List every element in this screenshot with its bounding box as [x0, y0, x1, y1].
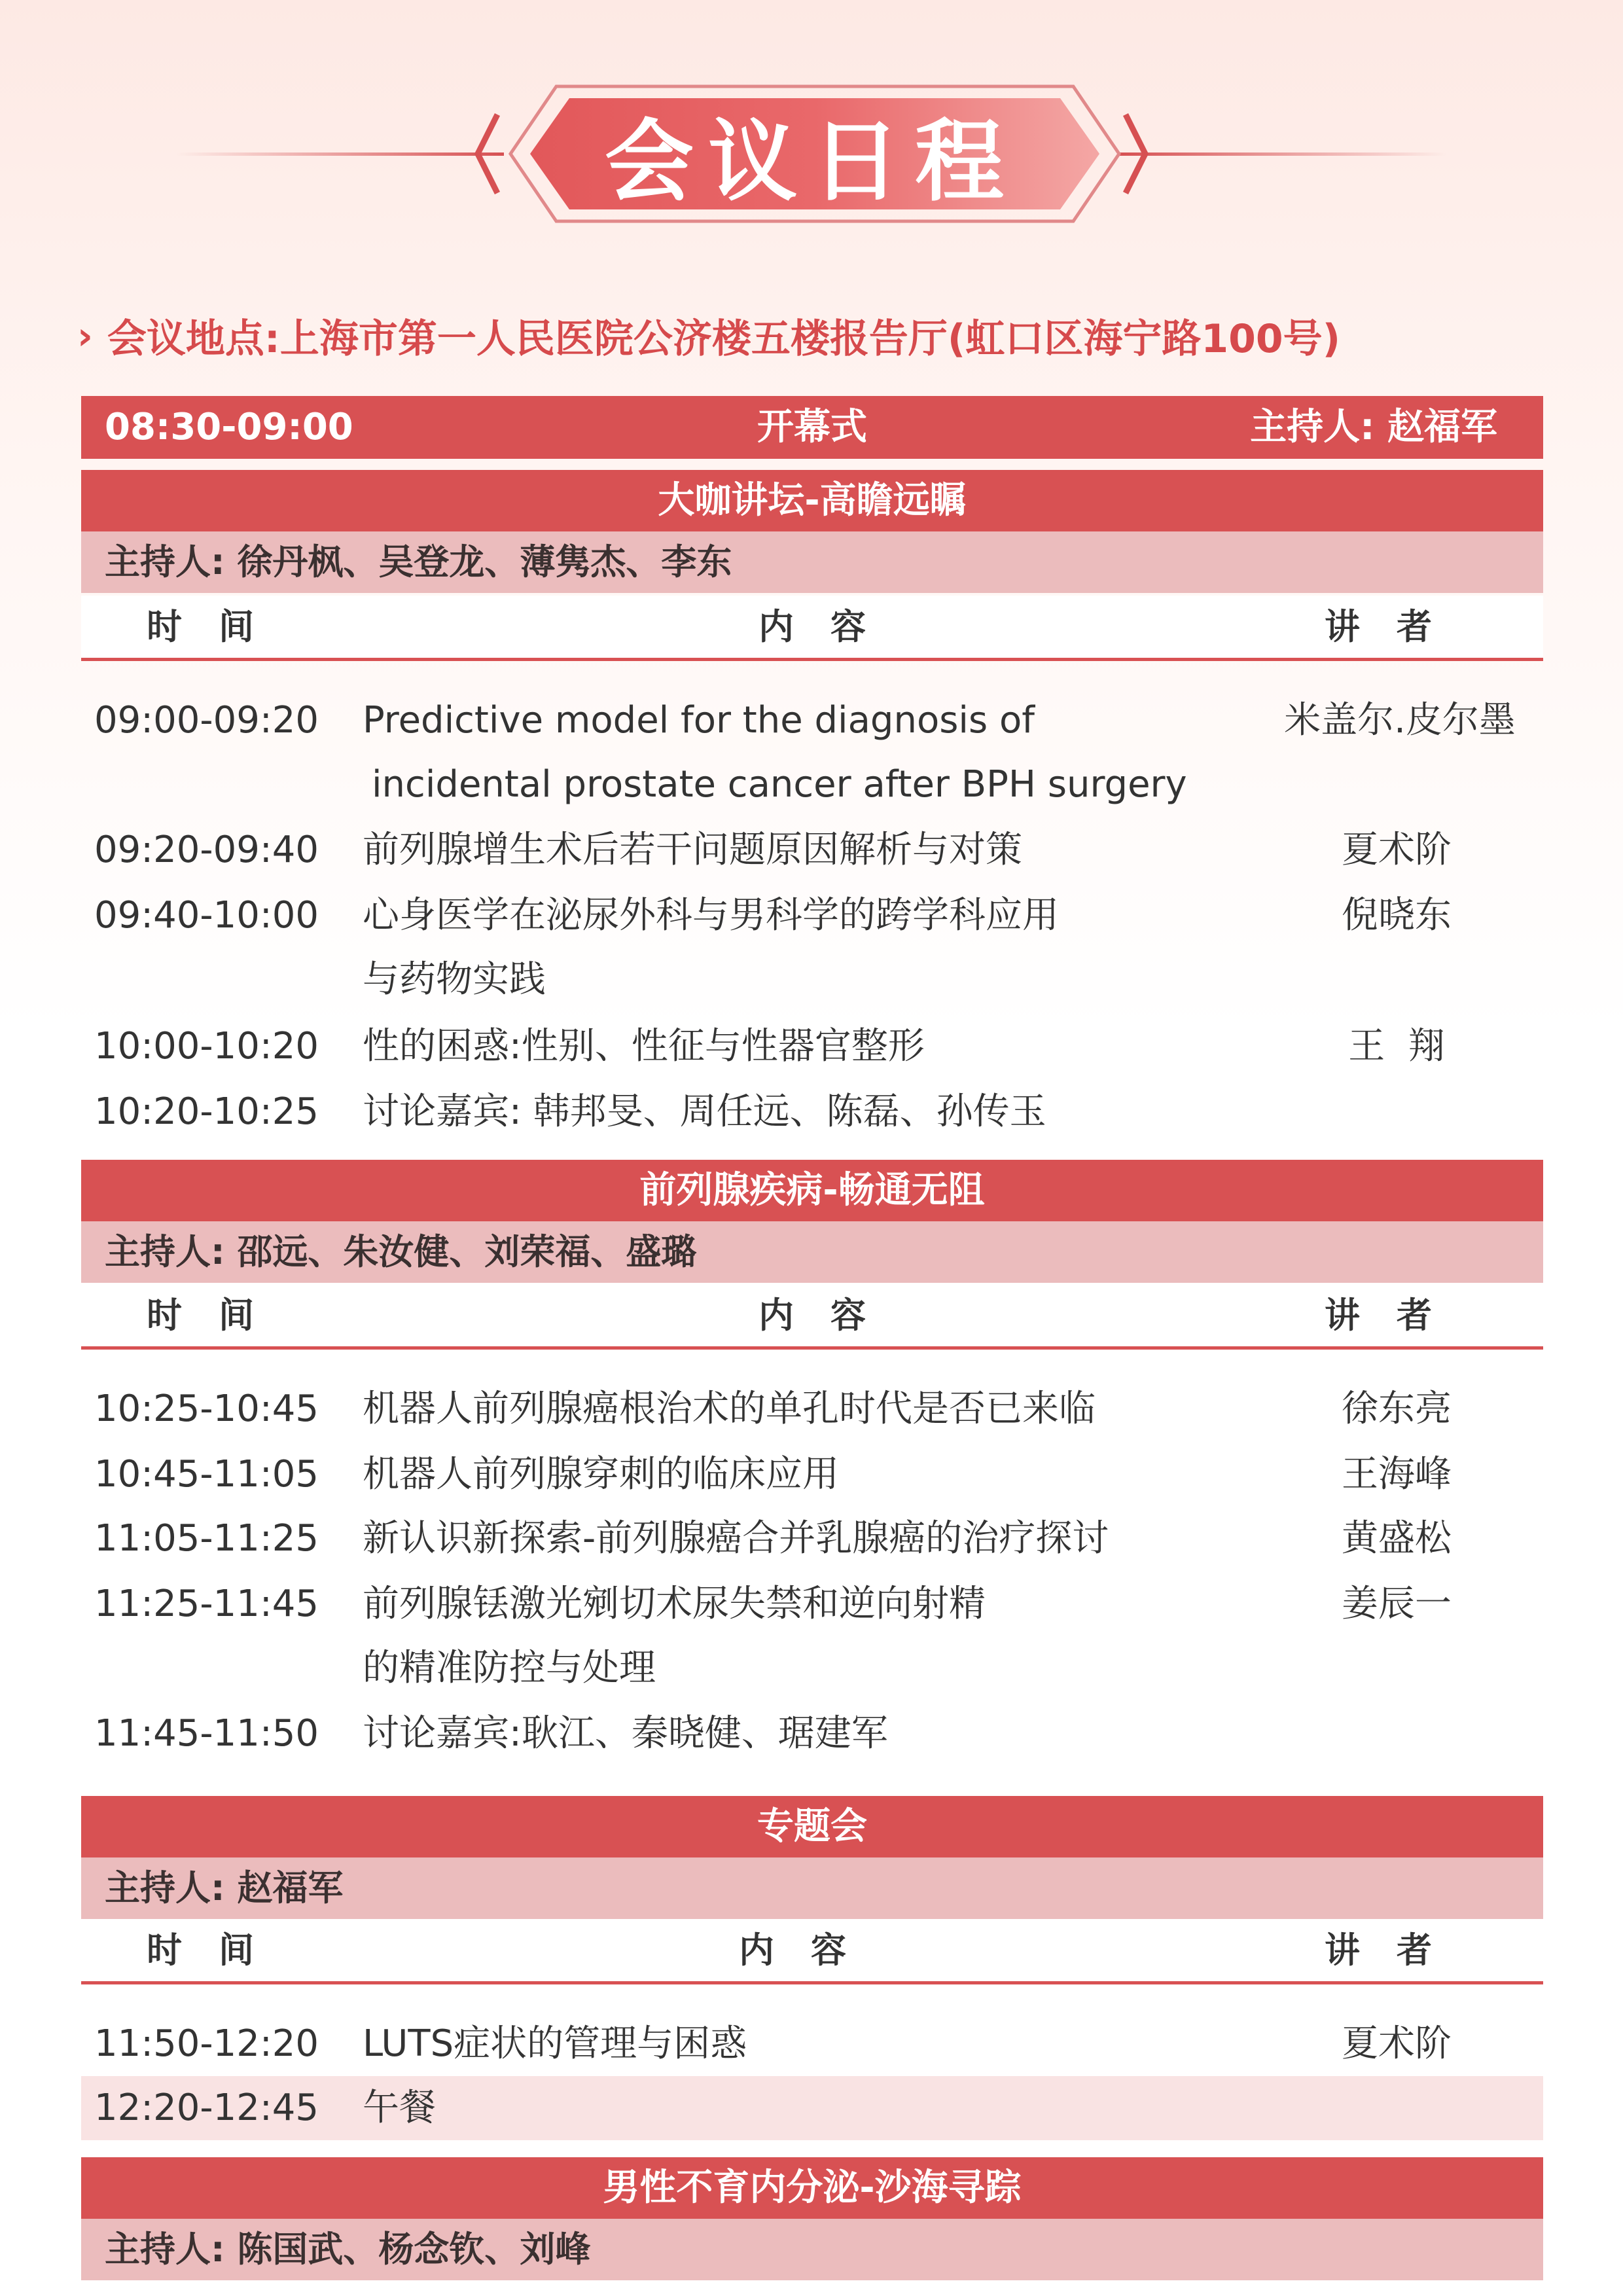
item-speaker: 米盖尔.皮尔墨	[1284, 699, 1516, 742]
section-hosts: 主持人: 徐丹枫、吴登龙、薄隽杰、李东	[81, 531, 1543, 593]
schedule-row-lunch	[81, 2076, 1543, 2140]
schedule-row	[81, 689, 1543, 817]
schedule-row	[81, 818, 1543, 882]
schedule-row	[81, 1014, 1543, 1079]
column-header-time: 时间	[147, 1929, 291, 1971]
section-hosts: 主持人: 赵福军	[81, 1857, 1543, 1919]
item-speaker: 王海峰	[1342, 1453, 1452, 1496]
column-header-content: 内容	[758, 606, 902, 647]
item-time: 11:45-11:50	[94, 1712, 319, 1755]
schedule-row	[81, 1080, 1543, 1144]
column-header-row	[81, 1919, 1543, 1984]
item-time: 11:25-11:45	[94, 1583, 319, 1625]
section-hosts: 主持人: 邵远、朱汝健、刘荣福、盛璐	[81, 1221, 1543, 1283]
schedule-row	[81, 884, 1543, 1012]
schedule-row	[81, 1702, 1543, 1766]
item-topic: LUTS症状的管理与困惑	[363, 2022, 747, 2065]
column-header-content: 内容	[739, 1929, 883, 1971]
item-time: 11:50-12:20	[94, 2022, 319, 2065]
item-topic: 性的困惑:性别、性征与性器官整形	[363, 1025, 925, 1067]
item-topic: 机器人前列腺癌根治术的单孔时代是否已来临	[363, 1388, 1096, 1430]
section-header: 专题会	[81, 1796, 1543, 1857]
title-right-line	[1119, 152, 1446, 156]
venue-line	[77, 304, 1582, 367]
item-time: 10:45-11:05	[94, 1453, 319, 1496]
section-hosts: 主持人: 陈国武、杨念钦、刘峰	[81, 2219, 1543, 2280]
item-speaker: 倪晓东	[1342, 894, 1452, 937]
title-banner	[0, 79, 1623, 229]
column-header-content: 内容	[758, 1295, 902, 1336]
item-topic-line: Predictive model for the diagnosis of	[363, 699, 1035, 742]
column-header-row	[81, 596, 1543, 661]
item-topic-line: 的精准防控与处理	[363, 1647, 656, 1689]
item-topic	[363, 884, 1357, 1012]
section-header: 前列腺疾病-畅通无阻	[81, 1160, 1543, 1221]
schedule-row	[81, 1377, 1543, 1441]
column-header-speaker: 讲者	[1325, 1295, 1469, 1336]
item-topic-line: 心身医学在泌尿外科与男科学的跨学科应用	[363, 894, 1059, 937]
item-speaker: 王 翔	[1348, 1025, 1445, 1067]
item-topic	[363, 1572, 1357, 1700]
item-time: 10:00-10:20	[94, 1025, 319, 1067]
item-speaker: 黄盛松	[1342, 1517, 1452, 1560]
item-time: 10:20-10:25	[94, 1090, 319, 1133]
item-topic: 讨论嘉宾:耿江、秦晓健、琚建军	[363, 1712, 888, 1755]
item-speaker: 夏术阶	[1342, 829, 1452, 871]
schedule-row	[81, 1443, 1543, 1507]
opening-host: 主持人: 赵福军	[1250, 406, 1497, 448]
item-time: 09:40-10:00	[94, 894, 319, 937]
item-speaker: 姜辰一	[1342, 1583, 1452, 1625]
chevron-right-icon: ›	[77, 314, 93, 358]
item-topic-line: 与药物实践	[363, 958, 546, 1001]
schedule-row	[81, 1507, 1543, 1571]
opening-time: 08:30-09:00	[105, 406, 353, 448]
opening-row	[81, 396, 1543, 459]
column-header-time: 时间	[147, 1295, 291, 1336]
section-header: 大咖讲坛-高瞻远瞩	[81, 470, 1543, 531]
page-title: 会议日程	[605, 111, 1018, 214]
schedule-row	[81, 1572, 1543, 1700]
column-header-speaker: 讲者	[1325, 606, 1469, 647]
column-header-speaker: 讲者	[1325, 1929, 1469, 1971]
item-topic-line: incidental prostate cancer after BPH surgery	[372, 763, 1187, 806]
item-topic: 机器人前列腺穿刺的临床应用	[363, 1453, 839, 1496]
column-header-time: 时间	[147, 606, 291, 647]
item-time: 09:20-09:40	[94, 829, 319, 871]
opening-title: 开幕式	[757, 406, 867, 448]
item-topic: 讨论嘉宾: 韩邦旻、周任远、陈磊、孙传玉	[363, 1090, 1046, 1133]
title-left-line	[177, 152, 504, 156]
item-topic	[363, 689, 1357, 817]
section-header: 男性不育内分泌-沙海寻踪	[81, 2157, 1543, 2219]
item-time: 11:05-11:25	[94, 1517, 319, 1560]
item-topic: 新认识新探索-前列腺癌合并乳腺癌的治疗探讨	[363, 1517, 1109, 1560]
item-time: 10:25-10:45	[94, 1388, 319, 1430]
item-topic: 前列腺增生术后若干问题原因解析与对策	[363, 829, 1022, 871]
schedule-row	[81, 2012, 1543, 2076]
item-topic-line: 前列腺铥激光剜切术尿失禁和逆向射精	[363, 1583, 986, 1625]
item-speaker: 徐东亮	[1342, 1388, 1452, 1430]
item-speaker: 夏术阶	[1342, 2022, 1452, 2065]
item-time: 12:20-12:45	[94, 2087, 319, 2129]
column-header-row	[81, 1284, 1543, 1350]
venue-text: 会议地点:上海市第一人民医院公济楼五楼报告厅(虹口区海宁路100号)	[107, 316, 1340, 362]
item-time: 09:00-09:20	[94, 699, 319, 742]
item-topic: 午餐	[363, 2087, 436, 2129]
